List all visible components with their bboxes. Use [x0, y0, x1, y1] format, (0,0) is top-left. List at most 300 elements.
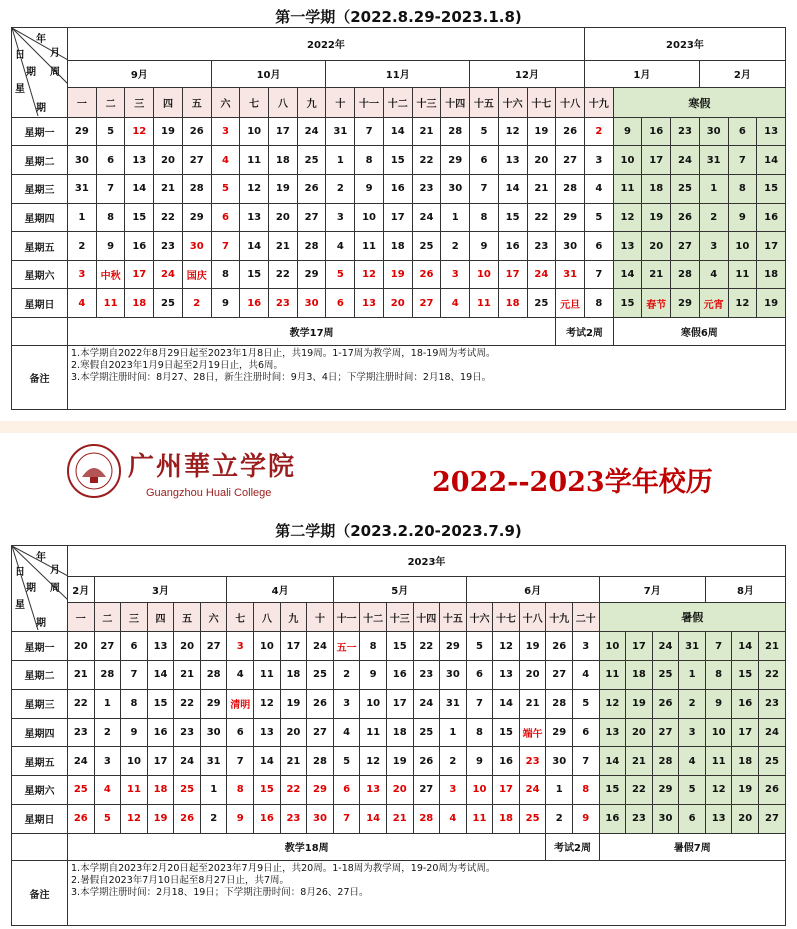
date-cell: 21 — [642, 260, 671, 289]
date-cell: 9 — [211, 289, 240, 318]
date-cell: 20 — [519, 661, 546, 690]
date-cell: 10 — [254, 632, 281, 661]
week-number-cell: 十四 — [441, 88, 470, 118]
date-cell: 10 — [355, 203, 384, 232]
date-cell: 7 — [121, 661, 148, 690]
summary-spacer — [12, 318, 68, 346]
vacation-header: 寒假 — [613, 88, 785, 118]
date-cell: 28 — [182, 175, 211, 204]
date-cell: 22 — [154, 203, 183, 232]
week-number-cell: 九 — [280, 603, 307, 632]
week-number-cell: 十三 — [386, 603, 413, 632]
date-cell: 9 — [572, 804, 599, 833]
date-cell: 19 — [280, 689, 307, 718]
date-cell: 20 — [269, 203, 298, 232]
date-cell: 13 — [125, 146, 154, 175]
weekday-label: 星期六 — [12, 260, 68, 289]
notes-text — [68, 861, 786, 926]
week-number-cell: 八 — [269, 88, 298, 118]
date-cell: 11 — [254, 661, 281, 690]
date-cell: 28 — [200, 661, 227, 690]
date-cell: 26 — [759, 776, 786, 805]
date-cell: 3 — [94, 747, 121, 776]
date-cell: 13 — [757, 117, 786, 146]
date-cell: 4 — [227, 661, 254, 690]
date-cell: 12 — [360, 747, 387, 776]
date-cell: 27 — [297, 203, 326, 232]
date-cell: 国庆 — [182, 260, 211, 289]
week-number-cell: 九 — [297, 88, 326, 118]
date-cell: 7 — [333, 804, 360, 833]
date-cell: 6 — [227, 718, 254, 747]
vacation-header: 暑假 — [599, 603, 785, 632]
date-cell: 24 — [174, 747, 201, 776]
date-cell: 12 — [254, 689, 281, 718]
date-cell: 2 — [333, 661, 360, 690]
date-cell: 26 — [556, 117, 585, 146]
week-number-cell: 十一 — [333, 603, 360, 632]
date-cell: 21 — [759, 632, 786, 661]
semester-2-calendar-table — [11, 545, 786, 926]
date-cell: 1 — [94, 689, 121, 718]
corner-period: 期 — [26, 67, 36, 78]
date-cell: 22 — [68, 689, 95, 718]
semester-1-title: 第一学期（2022.8.29-2023.1.8) — [275, 8, 522, 26]
date-cell: 19 — [626, 689, 653, 718]
week-number-cell: 十 — [307, 603, 334, 632]
date-cell: 3 — [326, 203, 355, 232]
date-cell: 9 — [705, 689, 732, 718]
date-cell: 2 — [546, 804, 573, 833]
date-cell: 10 — [360, 689, 387, 718]
date-cell: 15 — [240, 260, 269, 289]
date-cell: 20 — [626, 718, 653, 747]
date-cell: 24 — [297, 117, 326, 146]
date-cell: 25 — [174, 776, 201, 805]
date-cell: 4 — [572, 661, 599, 690]
date-cell: 23 — [269, 289, 298, 318]
date-cell: 23 — [759, 689, 786, 718]
date-cell: 21 — [412, 117, 441, 146]
date-cell: 1 — [699, 175, 728, 204]
week-number-cell: 十七 — [527, 88, 556, 118]
date-cell: 11 — [466, 804, 493, 833]
week-number-cell: 十六 — [498, 88, 527, 118]
week-number-cell: 十四 — [413, 603, 440, 632]
date-cell: 11 — [470, 289, 499, 318]
date-cell: 11 — [121, 776, 148, 805]
date-cell: 24 — [671, 146, 700, 175]
date-cell: 27 — [546, 661, 573, 690]
month-april: 4月 — [227, 576, 333, 603]
month-february: 2月 — [68, 576, 95, 603]
table-row — [12, 747, 786, 776]
weekday-label: 星期二 — [12, 661, 68, 690]
date-cell: 7 — [355, 117, 384, 146]
date-cell: 21 — [174, 661, 201, 690]
date-cell: 28 — [652, 747, 679, 776]
date-cell: 19 — [732, 776, 759, 805]
date-cell: 24 — [412, 203, 441, 232]
date-cell: 16 — [240, 289, 269, 318]
date-cell: 18 — [386, 718, 413, 747]
week-number-cell: 八 — [254, 603, 281, 632]
notes-label: 备注 — [12, 861, 68, 926]
month-september: 9月 — [68, 60, 212, 88]
table-row — [12, 661, 786, 690]
note-line: 3.本学期注册时间：2月18、19日；下学期注册时间：8月26、27日。 — [71, 887, 369, 899]
date-cell: 31 — [68, 175, 97, 204]
date-cell: 20 — [68, 632, 95, 661]
date-cell: 23 — [412, 175, 441, 204]
week-number-cell: 十九 — [546, 603, 573, 632]
date-cell: 6 — [584, 232, 613, 261]
date-cell: 22 — [527, 203, 556, 232]
note-line: 1.本学期自2023年2月20日起至2023年7月9日止，共20周。1-18周为教学周，19-20周为考试周。 — [71, 863, 496, 875]
date-cell: 8 — [96, 203, 125, 232]
date-cell: 10 — [599, 632, 626, 661]
date-cell: 18 — [147, 776, 174, 805]
date-cell: 11 — [599, 661, 626, 690]
date-cell: 23 — [527, 232, 556, 261]
date-cell: 25 — [68, 776, 95, 805]
teaching-weeks-summary: 教学18周 — [68, 833, 546, 861]
week-number-row — [12, 88, 786, 118]
date-cell: 17 — [493, 776, 520, 805]
date-cell: 3 — [333, 689, 360, 718]
date-cell: 6 — [728, 117, 757, 146]
date-cell: 21 — [68, 661, 95, 690]
date-cell: 17 — [269, 117, 298, 146]
date-cell: 13 — [599, 718, 626, 747]
month-june: 6月 — [466, 576, 599, 603]
table-row — [12, 632, 786, 661]
date-cell: 16 — [386, 661, 413, 690]
week-number-cell: 十七 — [493, 603, 520, 632]
date-cell: 14 — [383, 117, 412, 146]
date-cell: 4 — [584, 175, 613, 204]
date-cell: 7 — [584, 260, 613, 289]
date-cell: 15 — [125, 203, 154, 232]
week-number-cell: 二 — [96, 88, 125, 118]
corner-year: 年 — [36, 552, 46, 563]
month-july: 7月 — [599, 576, 705, 603]
date-cell: 19 — [519, 632, 546, 661]
teaching-weeks-summary: 教学17周 — [68, 318, 556, 346]
corner-qi: 期 — [36, 103, 46, 114]
date-cell: 28 — [307, 747, 334, 776]
weekday-label: 星期日 — [12, 289, 68, 318]
date-cell: 26 — [297, 175, 326, 204]
date-cell: 3 — [227, 632, 254, 661]
date-cell: 27 — [671, 232, 700, 261]
date-cell: 13 — [493, 661, 520, 690]
corner-xing: 星 — [15, 84, 25, 95]
date-cell: 29 — [441, 146, 470, 175]
date-cell: 5 — [96, 117, 125, 146]
date-cell: 中秋 — [96, 260, 125, 289]
date-cell: 22 — [759, 661, 786, 690]
date-cell: 22 — [413, 632, 440, 661]
week-number-cell: 十一 — [355, 88, 384, 118]
date-cell: 17 — [386, 689, 413, 718]
date-cell: 5 — [470, 117, 499, 146]
date-cell: 29 — [297, 260, 326, 289]
date-cell: 27 — [556, 146, 585, 175]
date-cell: 14 — [493, 689, 520, 718]
date-cell: 24 — [154, 260, 183, 289]
exam-weeks-summary: 考试2周 — [546, 833, 599, 861]
week-number-cell: 十五 — [440, 603, 467, 632]
date-cell: 7 — [96, 175, 125, 204]
date-cell: 30 — [441, 175, 470, 204]
week-number-cell: 一 — [68, 603, 95, 632]
date-cell: 16 — [383, 175, 412, 204]
weekday-label: 星期五 — [12, 747, 68, 776]
date-cell: 10 — [728, 232, 757, 261]
week-number-cell: 十八 — [519, 603, 546, 632]
table-row — [12, 804, 786, 833]
date-cell: 5 — [466, 632, 493, 661]
date-cell: 14 — [125, 175, 154, 204]
date-cell: 17 — [732, 718, 759, 747]
date-cell: 8 — [572, 776, 599, 805]
date-cell: 4 — [68, 289, 97, 318]
date-cell: 13 — [355, 289, 384, 318]
corner-month: 月 — [50, 48, 60, 59]
date-cell: 29 — [440, 632, 467, 661]
date-cell: 31 — [326, 117, 355, 146]
date-cell: 23 — [174, 718, 201, 747]
date-cell: 清明 — [227, 689, 254, 718]
date-cell: 13 — [613, 232, 642, 261]
date-cell: 30 — [546, 747, 573, 776]
date-cell: 18 — [732, 747, 759, 776]
date-cell: 29 — [200, 689, 227, 718]
date-cell: 1 — [200, 776, 227, 805]
table-row — [12, 776, 786, 805]
date-cell: 18 — [125, 289, 154, 318]
date-cell: 24 — [307, 632, 334, 661]
date-cell: 8 — [584, 289, 613, 318]
date-cell: 25 — [519, 804, 546, 833]
date-cell: 29 — [68, 117, 97, 146]
week-number-cell: 十八 — [556, 88, 585, 118]
date-cell: 31 — [679, 632, 706, 661]
date-cell: 3 — [572, 632, 599, 661]
date-cell: 22 — [280, 776, 307, 805]
date-cell: 6 — [470, 146, 499, 175]
date-cell: 4 — [441, 289, 470, 318]
date-cell: 23 — [68, 718, 95, 747]
date-cell: 20 — [280, 718, 307, 747]
date-cell: 19 — [386, 747, 413, 776]
date-cell: 31 — [556, 260, 585, 289]
date-cell: 11 — [355, 232, 384, 261]
date-cell: 元旦 — [556, 289, 585, 318]
date-cell: 26 — [412, 260, 441, 289]
date-cell: 30 — [182, 232, 211, 261]
date-cell: 26 — [307, 689, 334, 718]
date-cell: 元宵 — [699, 289, 728, 318]
week-number-cell: 六 — [211, 88, 240, 118]
date-cell: 28 — [556, 175, 585, 204]
date-cell: 15 — [383, 146, 412, 175]
table-row — [12, 718, 786, 747]
date-cell: 20 — [732, 804, 759, 833]
date-cell: 29 — [556, 203, 585, 232]
weekday-label: 星期三 — [12, 175, 68, 204]
date-cell: 31 — [440, 689, 467, 718]
date-cell: 14 — [599, 747, 626, 776]
week-number-cell: 七 — [240, 88, 269, 118]
date-cell: 2 — [441, 232, 470, 261]
date-cell: 21 — [386, 804, 413, 833]
divider-band — [0, 421, 797, 433]
date-cell: 23 — [413, 661, 440, 690]
date-cell: 16 — [493, 747, 520, 776]
date-cell: 13 — [705, 804, 732, 833]
table-row — [12, 260, 786, 289]
date-cell: 6 — [679, 804, 706, 833]
month-march: 3月 — [94, 576, 227, 603]
date-cell: 28 — [441, 117, 470, 146]
date-cell: 14 — [732, 632, 759, 661]
date-cell: 16 — [498, 232, 527, 261]
weekday-label: 星期四 — [12, 203, 68, 232]
date-cell: 23 — [671, 117, 700, 146]
date-cell: 15 — [613, 289, 642, 318]
date-cell: 4 — [679, 747, 706, 776]
date-cell: 14 — [147, 661, 174, 690]
month-february: 2月 — [699, 60, 785, 88]
date-cell: 14 — [613, 260, 642, 289]
date-cell: 6 — [466, 661, 493, 690]
year-2023: 2023年 — [584, 28, 785, 61]
corner-day: 日 — [15, 50, 25, 61]
week-number-cell: 十二 — [360, 603, 387, 632]
date-cell: 9 — [355, 175, 384, 204]
date-cell: 25 — [297, 146, 326, 175]
date-cell: 14 — [498, 175, 527, 204]
semester-2-title: 第二学期（2023.2.20-2023.7.9) — [275, 522, 522, 540]
date-cell: 21 — [280, 747, 307, 776]
date-cell: 14 — [254, 747, 281, 776]
vacation-weeks-summary: 暑假7周 — [599, 833, 785, 861]
date-cell: 16 — [147, 718, 174, 747]
week-number-cell: 五 — [174, 603, 201, 632]
week-number-cell: 十二 — [383, 88, 412, 118]
date-cell: 5 — [584, 203, 613, 232]
date-cell: 6 — [326, 289, 355, 318]
date-cell: 12 — [125, 117, 154, 146]
year-2022: 2022年 — [68, 28, 585, 61]
date-cell: 3 — [68, 260, 97, 289]
corner-qi: 期 — [36, 618, 46, 629]
date-cell: 17 — [757, 232, 786, 261]
date-cell: 30 — [68, 146, 97, 175]
summary-spacer — [12, 833, 68, 861]
date-cell: 4 — [94, 776, 121, 805]
date-cell: 19 — [269, 175, 298, 204]
date-cell: 5 — [211, 175, 240, 204]
date-cell: 22 — [412, 146, 441, 175]
date-cell: 6 — [333, 776, 360, 805]
date-cell: 19 — [757, 289, 786, 318]
date-cell: 8 — [355, 146, 384, 175]
date-cell: 9 — [227, 804, 254, 833]
week-number-cell: 七 — [227, 603, 254, 632]
week-number-cell: 十六 — [466, 603, 493, 632]
date-cell: 7 — [705, 632, 732, 661]
week-number-cell: 六 — [200, 603, 227, 632]
month-august: 8月 — [705, 576, 785, 603]
corner-year: 年 — [36, 34, 46, 45]
date-cell: 25 — [412, 232, 441, 261]
weekday-label: 星期六 — [12, 776, 68, 805]
date-cell: 12 — [240, 175, 269, 204]
exam-weeks-summary: 考试2周 — [556, 318, 613, 346]
date-cell: 端午 — [519, 718, 546, 747]
date-cell: 30 — [699, 117, 728, 146]
date-cell: 11 — [240, 146, 269, 175]
date-cell: 15 — [599, 776, 626, 805]
date-cell: 20 — [174, 632, 201, 661]
date-cell: 27 — [412, 289, 441, 318]
date-cell: 17 — [642, 146, 671, 175]
date-cell: 13 — [360, 776, 387, 805]
date-cell: 1 — [546, 776, 573, 805]
date-cell: 7 — [728, 146, 757, 175]
date-cell: 4 — [211, 146, 240, 175]
date-cell: 17 — [498, 260, 527, 289]
date-cell: 12 — [599, 689, 626, 718]
date-cell: 10 — [613, 146, 642, 175]
date-cell: 9 — [360, 661, 387, 690]
date-cell: 24 — [527, 260, 556, 289]
date-cell: 16 — [254, 804, 281, 833]
date-cell: 22 — [174, 689, 201, 718]
table-row — [12, 117, 786, 146]
date-cell: 15 — [757, 175, 786, 204]
week-number-cell: 二十 — [572, 603, 599, 632]
date-cell: 28 — [413, 804, 440, 833]
date-cell: 10 — [705, 718, 732, 747]
semester-1-day-rows — [12, 117, 786, 317]
table-row — [12, 689, 786, 718]
date-cell: 11 — [613, 175, 642, 204]
date-cell: 9 — [470, 232, 499, 261]
date-cell: 30 — [297, 289, 326, 318]
date-cell: 14 — [240, 232, 269, 261]
date-cell: 8 — [705, 661, 732, 690]
week-number-cell: 二 — [94, 603, 121, 632]
date-cell: 18 — [498, 289, 527, 318]
date-cell: 4 — [326, 232, 355, 261]
note-line: 2.寒假自2023年1月9日起至2月19日止，共6周。 — [71, 359, 284, 371]
date-cell: 16 — [599, 804, 626, 833]
week-number-cell: 十 — [326, 88, 355, 118]
date-cell: 6 — [572, 718, 599, 747]
date-cell: 23 — [154, 232, 183, 261]
date-cell: 26 — [546, 632, 573, 661]
weekday-label: 星期一 — [12, 117, 68, 146]
notes-label: 备注 — [12, 345, 68, 409]
date-cell: 4 — [699, 260, 728, 289]
week-number-cell: 三 — [125, 88, 154, 118]
vacation-weeks-summary: 寒假6周 — [613, 318, 785, 346]
date-cell: 3 — [584, 146, 613, 175]
